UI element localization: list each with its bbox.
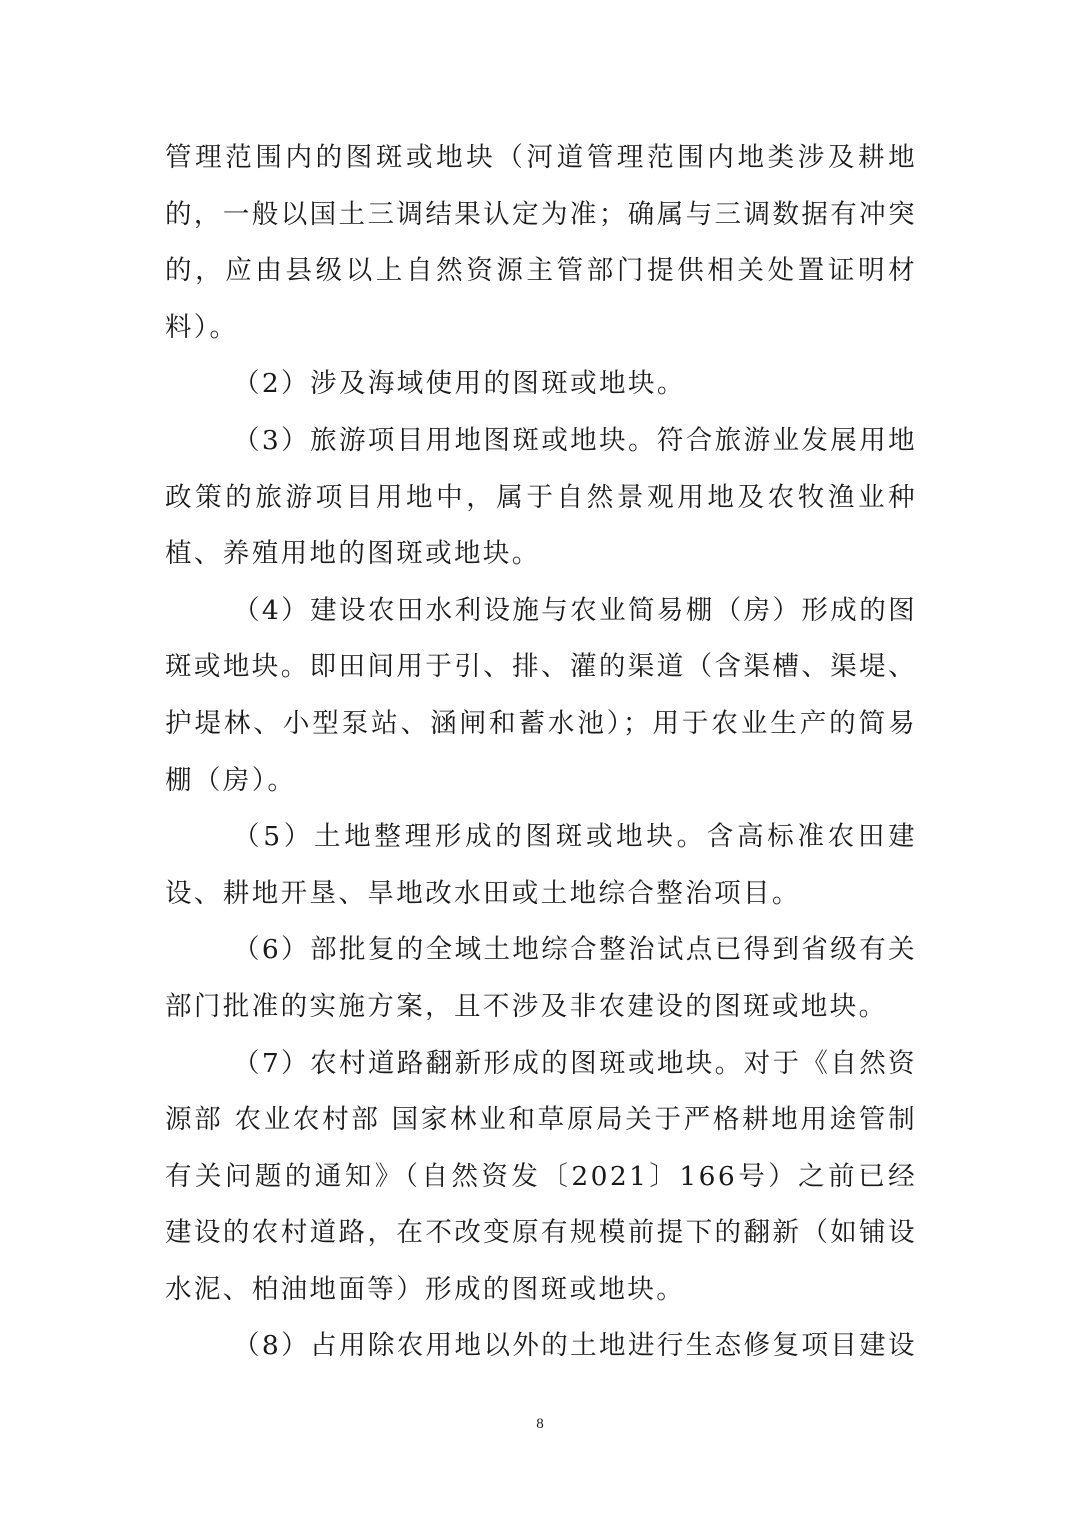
paragraph-item-4: （4）建设农田水利设施与农业简易棚（房）形成的图斑或地块。即田间用于引、排、灌的渠道（含渠槽、渠堤、护堤林、小型泵站、涵闸和蓄水池）；用于农业生产的简易棚（房）。: [165, 594, 917, 796]
paragraph-item-6: （6）部批复的全域土地综合整治试点已得到省级有关部门批准的实施方案，且不涉及非农建设的图斑或地块。: [165, 934, 917, 1022]
paragraph-item-3: （3）旅游项目用地图斑或地块。符合旅游业发展用地政策的旅游项目用地中，属于自然景观用地及农牧渔业种植、养殖用地的图斑或地块。: [165, 424, 917, 570]
page-number: 8: [536, 1416, 544, 1432]
paragraph-item-2: （2）涉及海域使用的图斑或地块。: [233, 368, 686, 400]
paragraph-item-7: （7）农村道路翻新形成的图斑或地块。对于《自然资源部 农业农村部 国家林业和草原局关于严格耕地用途管制有关问题的通知》（自然资发〔2021〕166号）之前已经建设的农村道路，在不改变原有规模前提下的翻新（如铺设水泥、柏油地面等）形成的图斑或地块。: [165, 1047, 917, 1305]
document-body: [165, 130, 917, 1375]
paragraph-item-5: （5）土地整理形成的图斑或地块。含高标准农田建设、耕地开垦、旱地改水田或土地综合整治项目。: [165, 821, 917, 909]
paragraph-item-8: （8）占用除农用地以外的土地进行生态修复项目建设: [233, 1330, 917, 1362]
paragraph-1-continuation: 管理范围内的图斑或地块（河道管理范围内地类涉及耕地的，一般以国土三调结果认定为准；确属与三调数据有冲突的，应由县级以上自然资源主管部门提供相关处置证明材料）。: [165, 142, 917, 343]
